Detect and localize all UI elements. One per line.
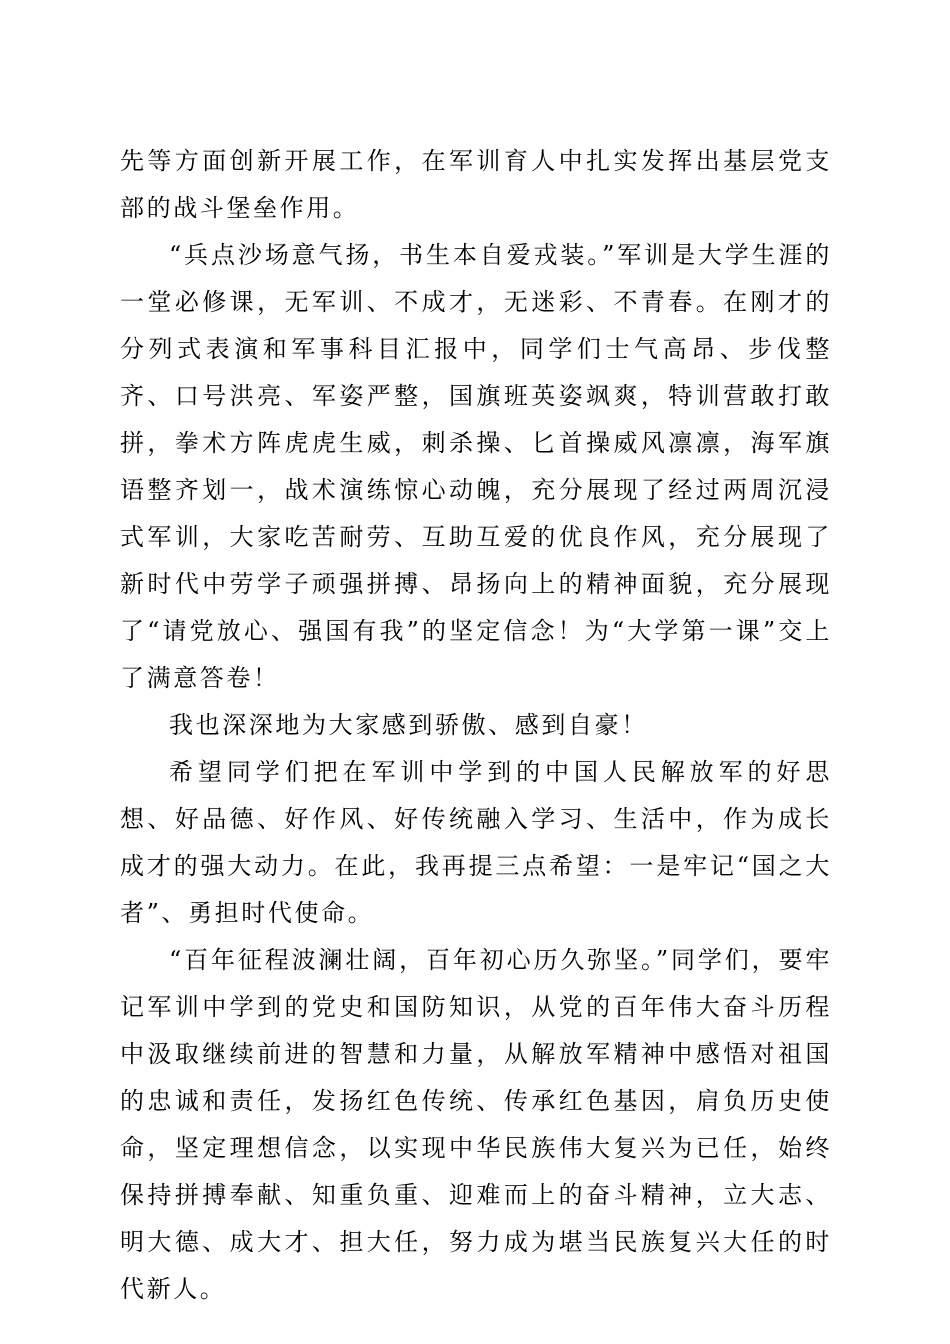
paragraph: “百年征程波澜壮阔，百年初心历久弥坚。”同学们，要牢记军训中学到的党史和国防知识，从党的百年伟大奋斗历程中汲取继续前进的智慧和力量，从解放军精神中感悟对祖国的忠诚和责任，发扬红色传统、传承红色基因，肩负历史使命，坚定理想信念，以实现中华民族伟大复兴为已任，始终保持拼搏奉献、知重负重、迎难而上的奋斗精神，立大志、明大德、成大才、担大任，努力成为堪当民族复兴大任的时代新人。 (120, 946, 832, 1303)
paragraph: “兵点沙场意气扬，书生本自爱戎装。”军训是大学生涯的一堂必修课，无军训、不成才，无迷彩、不青春。在刚才的分列式表演和军事科目汇报中，同学们士气高昂、步伐整齐、口号洪亮、军姿严整，国旗班英姿飒爽，特训营敢打敢拼，拳术方阵虎虎生威，刺杀操、匕首操威风凛凛，海军旗语整齐划一，战术演练惊心动魄，充分展现了经过两周沉浸式军训，大家吃苦耐劳、互助互爱的优良作风，充分展现了新时代中劳学子顽强拼搏、昂扬向上的精神面貌，充分展现了“请党放心、强国有我”的坚定信念！为“大学第一课”交上了满意答卷！ (120, 241, 832, 692)
paragraph: 希望同学们把在军训中学到的中国人民解放军的好思想、好品德、好作风、好传统融入学习、生活中，作为成长成才的强大动力。在此，我再提三点希望：一是牢记“国之大者”、勇担时代使命。 (120, 758, 832, 927)
paragraph: 先等方面创新开展工作，在军训育人中扎实发挥出基层党支部的战斗堡垒作用。 (120, 147, 832, 222)
paragraph: 我也深深地为大家感到骄傲、感到自豪！ (169, 711, 648, 739)
document-body (120, 138, 832, 1313)
